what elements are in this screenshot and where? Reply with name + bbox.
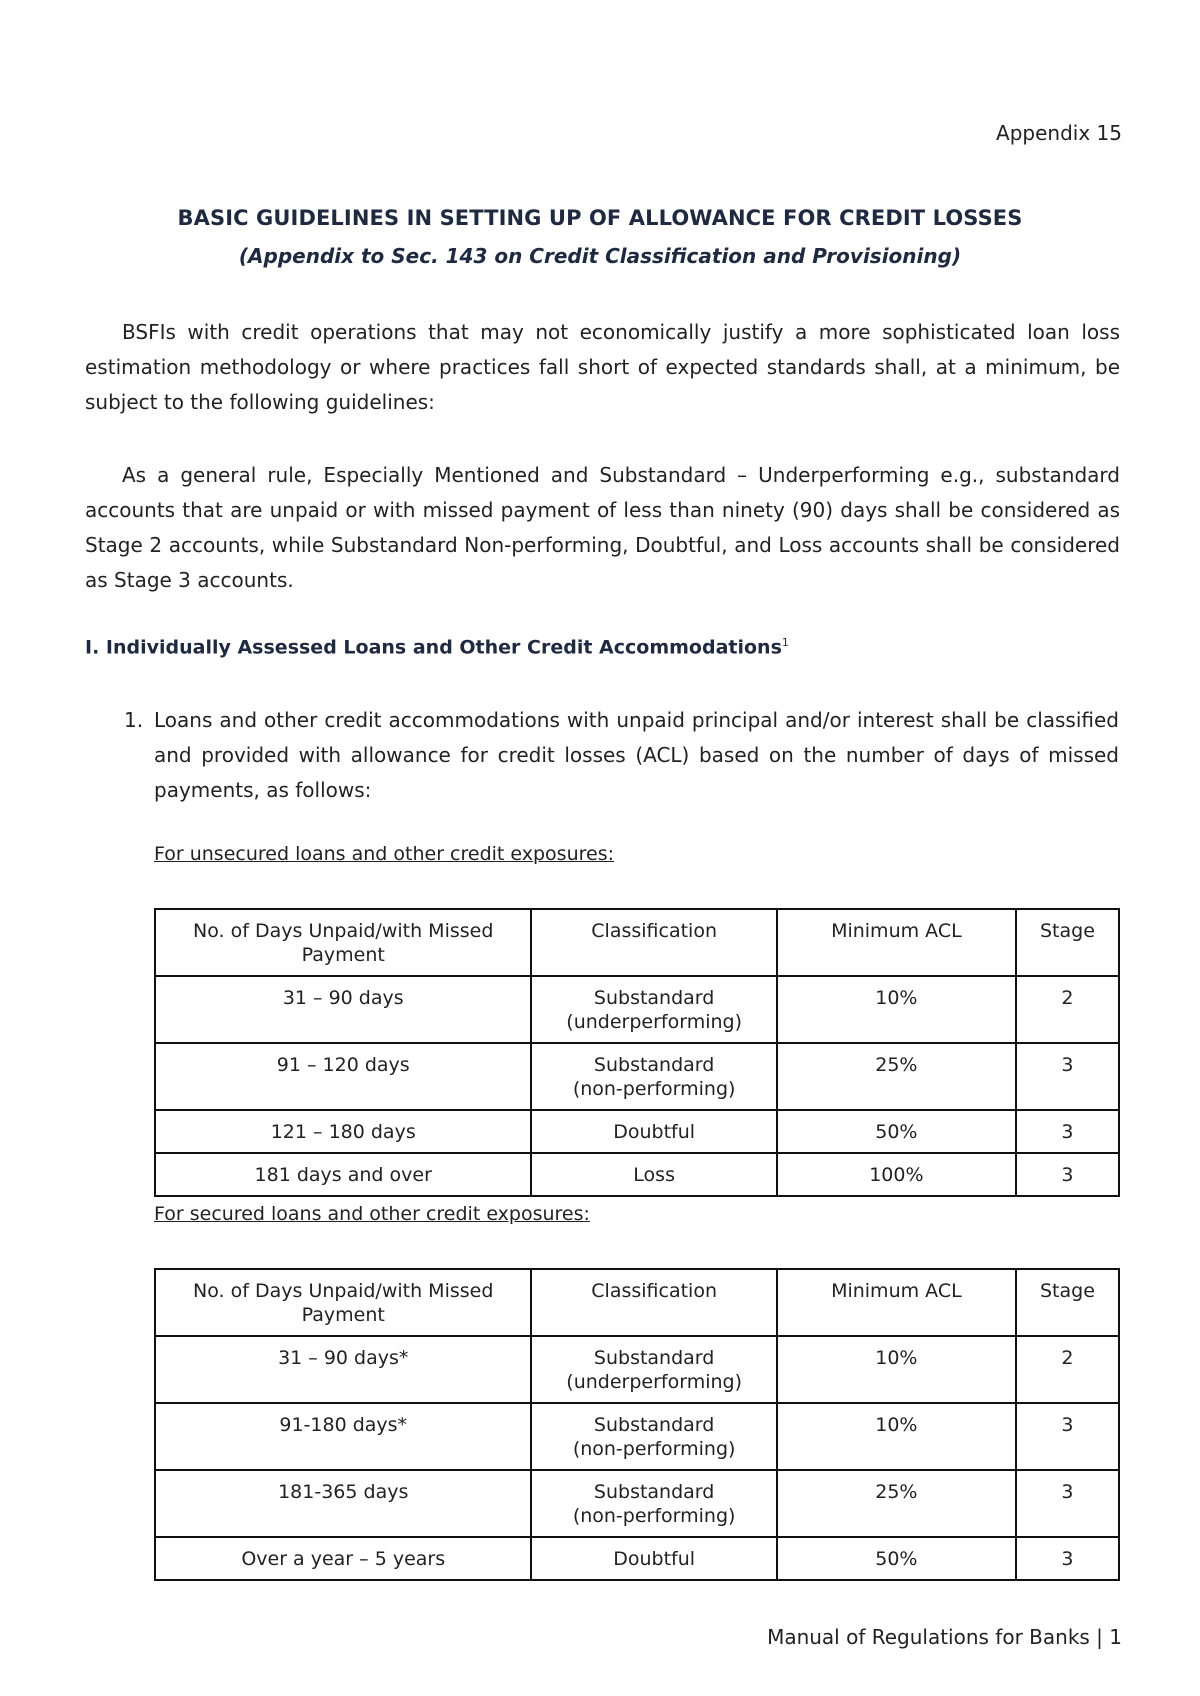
days-cell: 91 – 120 days xyxy=(155,1043,531,1110)
footnote-reference: 1 xyxy=(781,636,789,649)
general-rule-paragraph: As a general rule, Especially Mentioned and Substandard – Underperforming e.g., substandard accounts that are unpaid or with missed payment of less than ninety (90) days shall be considered as Stage 2 accounts, while Substandard Non-performing, Doubtful, and Loss accounts shall be considered as Stage 3 accounts. xyxy=(85,463,1120,592)
acl-cell: 50% xyxy=(777,1537,1016,1580)
list-item xyxy=(124,703,1119,808)
table-row xyxy=(155,1403,1119,1470)
classification-cell: Doubtful xyxy=(531,1110,776,1153)
stage-cell: 2 xyxy=(1016,976,1119,1043)
days-cell: 31 – 90 days* xyxy=(155,1336,531,1403)
section-heading xyxy=(85,636,789,658)
stage-cell: 3 xyxy=(1016,1110,1119,1153)
table-header-row xyxy=(155,1269,1119,1336)
intro-paragraph: BSFIs with credit operations that may not economically justify a more sophisticated loan loss estimation methodology or where practices fall short of expected standards shall, at a minimum, be subject to the following guidelines: xyxy=(85,320,1120,414)
table-row xyxy=(155,1537,1119,1580)
stage-cell: 3 xyxy=(1016,1043,1119,1110)
header-minimum-acl: Minimum ACL xyxy=(777,1269,1016,1336)
header-minimum-acl: Minimum ACL xyxy=(777,909,1016,976)
days-cell: 91-180 days* xyxy=(155,1403,531,1470)
table-row xyxy=(155,1336,1119,1403)
stage-cell: 3 xyxy=(1016,1153,1119,1196)
stage-cell: 2 xyxy=(1016,1336,1119,1403)
page-footer: Manual of Regulations for Banks | 1 xyxy=(767,1625,1122,1649)
document-subtitle: (Appendix to Sec. 143 on Credit Classification and Provisioning) xyxy=(238,244,962,268)
appendix-label: Appendix 15 xyxy=(996,121,1122,145)
stage-cell: 3 xyxy=(1016,1470,1119,1537)
table-row xyxy=(155,1043,1119,1110)
acl-cell: 10% xyxy=(777,1336,1016,1403)
stage-cell: 3 xyxy=(1016,1403,1119,1470)
unsecured-acl-table xyxy=(154,908,1120,1197)
days-cell: 181-365 days xyxy=(155,1470,531,1537)
acl-cell: 100% xyxy=(777,1153,1016,1196)
list-item-number: 1. xyxy=(124,708,144,732)
secured-table-caption: For secured loans and other credit exposures: xyxy=(154,1203,590,1225)
header-days: No. of Days Unpaid/with Missed Payment xyxy=(155,909,531,976)
header-classification: Classification xyxy=(531,1269,776,1336)
acl-cell: 10% xyxy=(777,1403,1016,1470)
classification-cell: Substandard (non-performing) xyxy=(531,1043,776,1110)
classification-cell: Substandard (non-performing) xyxy=(531,1403,776,1470)
list-item-text: Loans and other credit accommodations with unpaid principal and/or interest shall be classified and provided with allowance for credit losses (ACL) based on the number of days of missed payments, as follows: xyxy=(154,708,1119,802)
acl-cell: 25% xyxy=(777,1470,1016,1537)
table-row xyxy=(155,1470,1119,1537)
classification-cell: Doubtful xyxy=(531,1537,776,1580)
header-stage: Stage xyxy=(1016,1269,1119,1336)
unsecured-table-caption: For unsecured loans and other credit exposures: xyxy=(154,843,615,865)
secured-acl-table xyxy=(154,1268,1120,1581)
classification-cell: Substandard (underperforming) xyxy=(531,1336,776,1403)
table-header-row xyxy=(155,909,1119,976)
document-title: BASIC GUIDELINES IN SETTING UP OF ALLOWANCE FOR CREDIT LOSSES xyxy=(177,206,1023,230)
classification-cell: Substandard (non-performing) xyxy=(531,1470,776,1537)
days-cell: 121 – 180 days xyxy=(155,1110,531,1153)
acl-cell: 50% xyxy=(777,1110,1016,1153)
table-row xyxy=(155,1110,1119,1153)
header-stage: Stage xyxy=(1016,909,1119,976)
days-cell: 31 – 90 days xyxy=(155,976,531,1043)
days-cell: 181 days and over xyxy=(155,1153,531,1196)
classification-cell: Substandard (underperforming) xyxy=(531,976,776,1043)
days-cell: Over a year – 5 years xyxy=(155,1537,531,1580)
classification-cell: Loss xyxy=(531,1153,776,1196)
table-row xyxy=(155,1153,1119,1196)
header-days: No. of Days Unpaid/with Missed Payment xyxy=(155,1269,531,1336)
section-heading-text: I. Individually Assessed Loans and Other Credit Accommodations xyxy=(85,636,782,659)
acl-cell: 25% xyxy=(777,1043,1016,1110)
header-classification: Classification xyxy=(531,909,776,976)
stage-cell: 3 xyxy=(1016,1537,1119,1580)
acl-cell: 10% xyxy=(777,976,1016,1043)
table-row xyxy=(155,976,1119,1043)
